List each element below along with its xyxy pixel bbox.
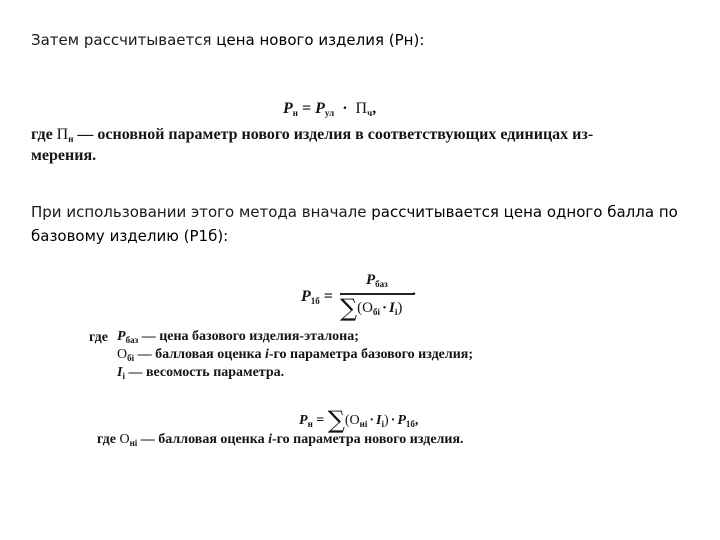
formula3-lhs-sub: н <box>307 419 313 429</box>
def2-item1-text-post: -го параметра базового изделия; <box>268 347 474 362</box>
formula1-rhs-sub: ул <box>324 108 335 118</box>
formula2-trailing: . <box>412 282 416 299</box>
formula3-sub2: i <box>381 419 384 429</box>
method-prefix: При использовании этого метода вначале <box>31 203 372 221</box>
formula1-lhs-sub: н <box>292 108 298 118</box>
formula2-den-sub2: i <box>394 307 398 317</box>
def3-symbol: О <box>119 432 130 447</box>
method-emphasis-2: базовому изделию (Р1б): <box>31 227 229 245</box>
def2-item-base-price <box>117 329 359 345</box>
def3-where: где <box>97 432 116 447</box>
formula1-trailing: , <box>372 100 377 117</box>
formula2-equals: = <box>323 288 333 305</box>
formula2-den-sub1: бi <box>372 307 380 317</box>
formula3-trailing: , <box>414 413 419 428</box>
formula3-equals: = <box>316 413 325 428</box>
formula2-num-sub: баз <box>375 279 388 289</box>
def2-item-base-score <box>117 347 473 363</box>
formula1-dot: · <box>342 100 348 117</box>
formula3-p-symbol: P <box>397 413 406 428</box>
formula-new-price-points <box>299 406 418 434</box>
formula2-lhs-sub: 1б <box>310 296 320 306</box>
formula3-close: ) <box>383 413 389 428</box>
formula2-den-dot: · <box>381 300 387 316</box>
intro-emphasis: цена нового изделия (Рн): <box>216 31 425 49</box>
formula3-symbol: I <box>376 413 382 428</box>
formula2-lhs: P <box>301 288 311 305</box>
def2-item-weight <box>117 365 284 381</box>
formula2-denominator <box>340 294 402 322</box>
formula1-lhs: P <box>283 100 293 117</box>
def1-symbol-sub: н <box>68 134 74 144</box>
def3-var: i <box>268 432 272 447</box>
def1-text-line2: мерения. <box>31 147 97 164</box>
def2-item2-sub: i <box>122 371 125 381</box>
definition-main-parameter <box>31 126 593 144</box>
def2-item0-text: — цена базового изделия-эталона; <box>141 329 359 344</box>
formula3-sigma: ∑ <box>327 406 345 434</box>
def3-text-post: -го параметра нового изделия. <box>272 432 464 447</box>
formula3-sub1: нi <box>359 419 368 429</box>
def2-item1-sub: бi <box>127 353 135 363</box>
formula3-lhs: P <box>299 413 308 428</box>
def3-symbol-sub: нi <box>129 438 138 448</box>
formula1-equals: = <box>301 100 312 117</box>
def2-item1-symbol: О <box>117 347 128 362</box>
def2-item2-symbol: I <box>117 365 123 380</box>
formula2-numerator <box>366 272 388 289</box>
formula2-den-symbol: I <box>389 300 395 316</box>
method-line-2 <box>31 227 228 245</box>
method-emphasis-1: рассчитывается цена одного балла по <box>371 203 678 221</box>
formula3-dot2: · <box>390 413 396 428</box>
formula1-pi: П <box>355 100 368 117</box>
definition-main-parameter-cont <box>31 147 96 165</box>
formula2-lhs-group <box>301 288 333 306</box>
formula3-open: (О <box>344 413 360 428</box>
def2-item2-text: — весомость параметра. <box>128 365 285 380</box>
def1-where: где <box>31 126 53 143</box>
formula2-den-close: ) <box>397 300 403 316</box>
formula2-sigma: ∑ <box>340 294 358 322</box>
def2-item0-sub: баз <box>125 335 139 345</box>
formula1-rhs: P <box>315 100 325 117</box>
formula1-pi-sub: ч <box>367 108 373 118</box>
def2-where: где <box>89 330 108 345</box>
intro-prefix: Затем рассчитывается <box>31 31 217 49</box>
definition-new-score <box>97 432 464 448</box>
method-line-1 <box>31 203 678 221</box>
def1-symbol: П <box>56 126 69 143</box>
intro-text <box>31 31 424 49</box>
formula2-den-open: (О <box>357 300 373 316</box>
formula3-p-sub: 1б <box>405 419 415 429</box>
def2-item1-var: i <box>264 347 269 362</box>
def3-text-pre: — балловая оценка <box>140 432 269 447</box>
def2-item1-text-pre: — балловая оценка <box>137 347 265 362</box>
def2-item0-symbol: P <box>117 329 126 344</box>
formula2-num-symbol: P <box>366 272 376 288</box>
def1-text-line1: — основной параметр нового изделия в соответствующих единицах из- <box>77 126 594 143</box>
formula-new-price <box>283 100 376 118</box>
formula3-dot1: · <box>369 413 375 428</box>
